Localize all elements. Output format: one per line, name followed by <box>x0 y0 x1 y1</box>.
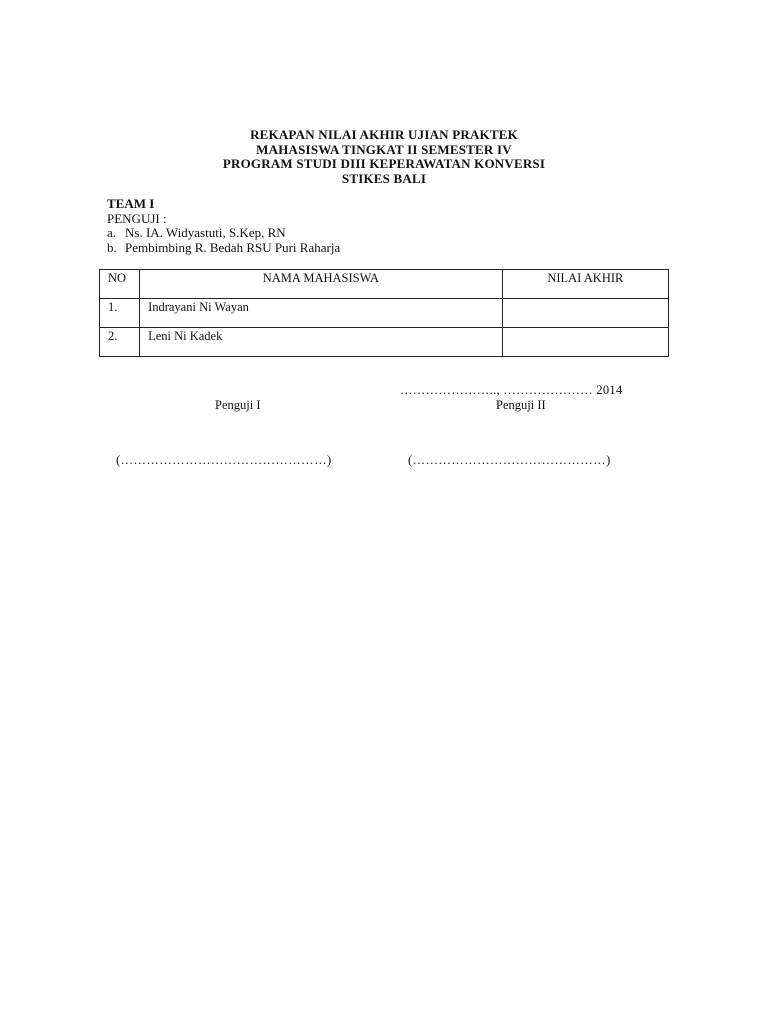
table-header-row <box>100 270 669 299</box>
examiner-letter: b. <box>107 239 117 255</box>
table-row <box>100 299 669 328</box>
row-no: 2. <box>100 328 140 357</box>
examiner-2-signature-line: (………………………………………) <box>408 453 611 467</box>
column-header-name: NAMA MAHASISWA <box>140 270 503 299</box>
team-info <box>107 197 340 255</box>
row-final-score <box>502 328 668 357</box>
column-header-score: NILAI AKHIR <box>502 270 668 299</box>
examiner-list <box>107 226 340 255</box>
team-title: TEAM I <box>107 196 155 211</box>
header-line-2: MAHASISWA TINGKAT II SEMESTER IV <box>256 141 512 157</box>
examiner-item <box>107 241 340 256</box>
row-student-name: Indrayani Ni Wayan <box>140 299 503 328</box>
examiner-letter: a. <box>107 225 117 240</box>
examiner-name: Pembimbing R. Bedah RSU Puri Raharja <box>125 239 341 255</box>
examiner-2-label: Penguji II <box>496 398 546 412</box>
document-header <box>0 128 768 186</box>
examiner-item <box>107 226 340 241</box>
examiner-label: PENGUJI : <box>107 210 167 226</box>
header-line-1: REKAPAN NILAI AKHIR UJIAN PRAKTEK <box>250 127 518 142</box>
row-no: 1. <box>100 299 140 328</box>
table-row <box>100 328 669 357</box>
header-line-3: PROGRAM STUDI DIII KEPERAWATAN KONVERSI <box>222 156 546 171</box>
examiner-1-label: Penguji I <box>215 398 261 412</box>
date-line: ………………….., ………………… 2014 <box>400 383 623 397</box>
examiner-name: Ns. IA. Widyastuti, S.Kep, RN <box>125 225 286 240</box>
header-line-4: STIKES BALI <box>341 170 427 186</box>
column-header-no: NO <box>100 270 140 299</box>
row-student-name: Leni Ni Kadek <box>140 328 503 357</box>
score-table <box>99 269 669 357</box>
row-final-score <box>502 299 668 328</box>
examiner-1-signature-line: (…………………………………………) <box>116 453 332 467</box>
